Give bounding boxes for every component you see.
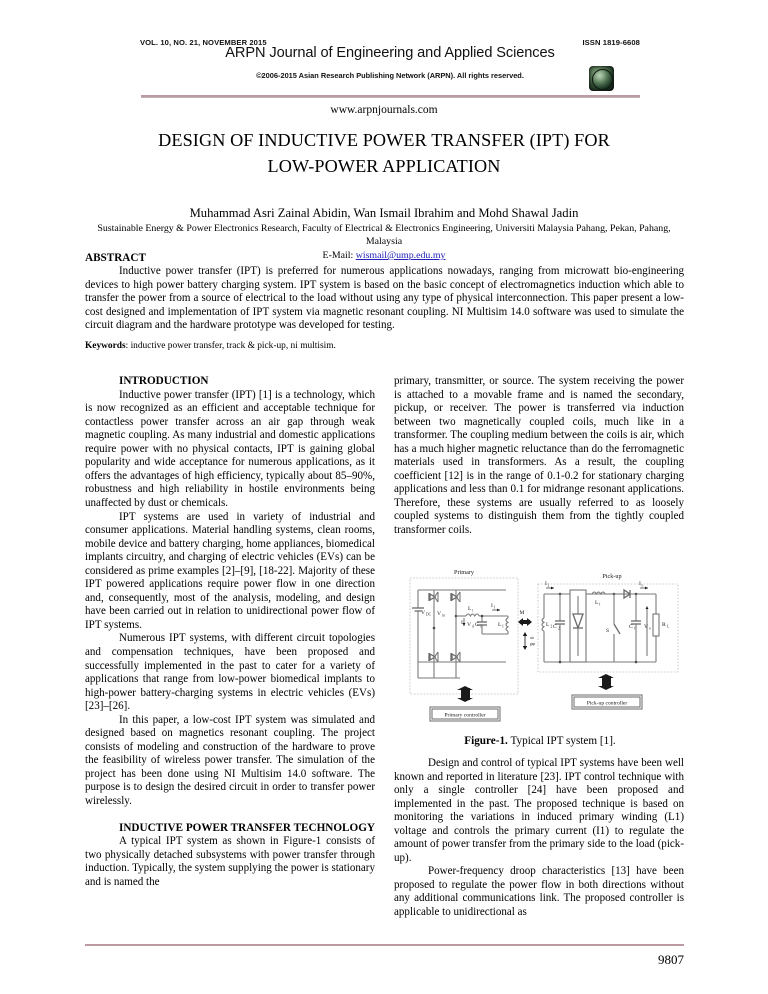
- coupling-arrow-m: [518, 618, 532, 626]
- figure-label-vdc: V: [421, 610, 426, 616]
- keywords-value: : inductive power transfer, track & pick-up, ni multisim.: [125, 341, 336, 351]
- journal-name: ARPN Journal of Engineering and Applied Sciences: [225, 45, 555, 61]
- author-affiliation: Sustainable Energy & Power Electronics Research, Faculty of Electrical & Electronics Engineering, Universiti Malaysia Pahang, Pekan, Pahang, Malaysia: [97, 223, 671, 247]
- abstract-body: Inductive power transfer (IPT) is preferred for numerous applications nowadays, ranging from microwatt bio-engineering devices to high power battery charging system. IPT system is based on the basic concept of electromagnetics induction which able to transfer the power from a source of electrical to the load without using any type of physical interconnection. This paper present a low-cost designed and implementation of IPT system via magnetic resonant coupling. NI Multisim 14.0 software was used to simulate the circuit diagram and the hardware prototype was developed for testing.: [85, 265, 684, 332]
- right-column-continued: [394, 757, 684, 920]
- figure-label-i2-sub: 2: [547, 583, 550, 588]
- figure-label-m: M: [519, 610, 525, 616]
- igbt-top-right: [451, 590, 460, 616]
- figure-label-s: S: [606, 628, 610, 634]
- figure-label-vd-sub: d: [472, 624, 474, 629]
- journal-masthead: [140, 38, 640, 80]
- figure-label-lt-sub: t: [472, 608, 473, 613]
- load-resistor: [653, 614, 659, 636]
- paragraph: Design and control of typical IPT systems have been well known and reported in literature [23]. IPT control technique with only a single controller [24] have been proposed and implemented in the past. The proposed technique is based on monitoring the variations in induced primary winding (L1) voltage and controls the primary current (I1) to regulate the amount of power transfer from the primary side to the load (pick-up).: [394, 757, 684, 864]
- figure-label-vo-sub: o: [649, 626, 651, 631]
- abstract-heading: ABSTRACT: [85, 252, 146, 264]
- pickup-controller-link-icon: [598, 674, 614, 690]
- header-divider: [141, 95, 640, 97]
- figure-label-lt: L: [468, 606, 472, 612]
- section-heading-introduction: INTRODUCTION: [119, 375, 209, 387]
- footer-divider: [85, 944, 684, 946]
- author-names: Muhammad Asri Zainal Abidin, Wan Ismail Ibrahim and Mohd Shawal Jadin: [189, 206, 579, 220]
- igbt-bottom-left: [429, 628, 438, 678]
- figure-label-i2: I: [545, 581, 547, 587]
- figure-label-cf-sub: f: [634, 626, 636, 631]
- copyright-notice: ©2006-2015 Asian Research Publishing Network (ARPN). All rights reserved.: [256, 71, 524, 80]
- figure-label-rl-sub: L: [667, 624, 670, 629]
- keywords-line: [85, 341, 684, 351]
- figure-label-vdc-sub: DC: [426, 612, 431, 617]
- paragraph: In this paper, a low-cost IPT system was simulated and designed based on magnetics resonant coupling. The project consists of modeling and construction of the hardware to prove the feasibility of wireless power transfer. The simulation of the project has been done using NI Multisim 14.0 software. The purpose is to design the desired circuit in order to transfer power wirelessly.: [85, 713, 375, 807]
- figure-label-io: I: [639, 581, 641, 587]
- page-number: 9807: [658, 952, 684, 967]
- email-link[interactable]: wismail@ump.edu.my: [355, 250, 446, 261]
- figure-label-vo: V: [644, 624, 649, 630]
- figure-label-l1-sub: 1: [502, 624, 504, 629]
- left-column: [85, 375, 375, 889]
- igbt-bottom-right: [451, 616, 460, 678]
- figure-label-primary-controller: Primary controller: [444, 712, 486, 719]
- figure-label-primary: Primary: [454, 569, 474, 576]
- figure-label-vd: V: [467, 622, 472, 628]
- figure-label-cf: C: [629, 624, 633, 630]
- igbt-top-left: [429, 590, 438, 628]
- author-block: [84, 205, 684, 262]
- figure-label-i1: I: [491, 603, 493, 609]
- figure-caption: [394, 735, 686, 747]
- figure-label-il: I: [461, 620, 463, 626]
- globe-icon: [589, 66, 614, 91]
- volume-issue-date: VOL. 10, NO. 21, NOVEMBER 2015: [140, 38, 267, 47]
- figure-label-lf-sub: f: [599, 602, 601, 607]
- airgap-arrow: [523, 632, 527, 650]
- figure-label-l2: L: [546, 622, 550, 628]
- right-column: [394, 375, 684, 538]
- circuit-schematic-svg: [404, 566, 682, 751]
- figure-label-airgap-1: air: [530, 636, 534, 640]
- figure-label-il-sub: l: [463, 622, 465, 627]
- keywords-label: Keywords: [85, 341, 126, 351]
- paragraph: Inductive power transfer (IPT) [1] is a technology, which is now recognized as an efficient and acceptable technique for contactless power transfer across an air gap through weak magnetic coupling. As many industrial and domestic applications require power with no physical contacts, IPT is gaining global popularity and wide acceptance for numerous applications, as it offers the advantages of high efficiency, typically about 85–90%, robustness and high reliability in hostile environments being unaffected by dust or chemicals.: [85, 388, 375, 509]
- figure-label-c2: C: [553, 624, 557, 630]
- figure-label-vin-sub: in: [442, 613, 445, 618]
- figure-label-airgap-2: gap: [530, 642, 536, 646]
- figure-label-c1-sub: 1: [480, 624, 482, 629]
- paragraph: A typical IPT system as shown in Figure-1 consists of two physically detached subsystems with power transfer through induction. Typically, the system supplying the power is stationary and is named the: [85, 835, 375, 888]
- section-heading-ipt-technology: INDUCTIVE POWER TRANSFER TECHNOLOGY: [119, 821, 376, 834]
- paragraph: Power-frequency droop characteristics [13] have been proposed to regulate the power flow in both directions without any additional communications link. The proposed controller is applicable to unidirectional as: [394, 865, 684, 919]
- figure-label-l2-sub: 2: [550, 624, 553, 629]
- paragraph: primary, transmitter, or source. The system receiving the power is attached to a movable frame and is named the secondary, pickup, or receiver. The power is transferred via induction between two magnetically coupled coils, much like in a transformer. The coupling medium between the coils is air, which has a much higher magnetic reluctance than do the ferromagnetic materials used in transformers. As a result, the coupling coefficient [12] is in the range of 0.1-0.2 for stationary charging applications and less than 0.1 for midrange resonant applications. Therefore, these systems are usually referred to as loosely coupled systems to distinguish them from the tightly coupled transformer coils.: [394, 375, 684, 537]
- figure-1-circuit-diagram: [404, 566, 682, 751]
- figure-label-vin: V: [437, 611, 442, 617]
- figure-caption-text: Typical IPT system [1].: [507, 735, 616, 747]
- issn: ISSN 1819-6608: [582, 38, 640, 47]
- page-title: DESIGN OF INDUCTIVE POWER TRANSFER (IPT) FOR LOW-POWER APPLICATION: [158, 130, 610, 176]
- figure-caption-label: Figure-1.: [464, 735, 508, 747]
- email-label: E-Mail:: [322, 250, 356, 261]
- figure-label-lf: L: [595, 600, 599, 606]
- figure-label-c2-sub: 2: [558, 626, 560, 631]
- paragraph: IPT systems are used in variety of industrial and consumer applications. Material handling systems, clean rooms, mobile device and battery charging, home appliances, biomedical implants circuitry, and charging of electric vehicles (EVs) can be considered as prime examples [2]–[9], [18-22]. Majority of these IPT powered applications require power flow in one direction and, consequently, most of the analysis, modeling, and design have been carried out in relation to unidirectional power flow of IPT systems.: [85, 510, 375, 631]
- figure-label-i1-sub: 1: [493, 605, 496, 610]
- paragraph: Numerous IPT systems, with different circuit topologies and compensation techniques, have been proposed and successfully implemented in the past to cater for a variety of applications that range from low-power biomedical implants to high-power battery-charging systems in electric vehicles (EVs) [23]–[26].: [85, 632, 375, 713]
- figure-label-pickup: Pick-up: [602, 573, 622, 580]
- journal-website: www.arpnjournals.com: [330, 104, 438, 116]
- figure-label-rl: R: [662, 622, 666, 628]
- figure-label-c1: C: [475, 622, 479, 628]
- spacer: [85, 809, 375, 822]
- figure-label-l1: L: [498, 622, 502, 628]
- figure-label-io-sub: o: [641, 583, 644, 588]
- author-email-line: [84, 249, 684, 262]
- figure-label-pickup-controller: Pick-up controller: [586, 700, 628, 707]
